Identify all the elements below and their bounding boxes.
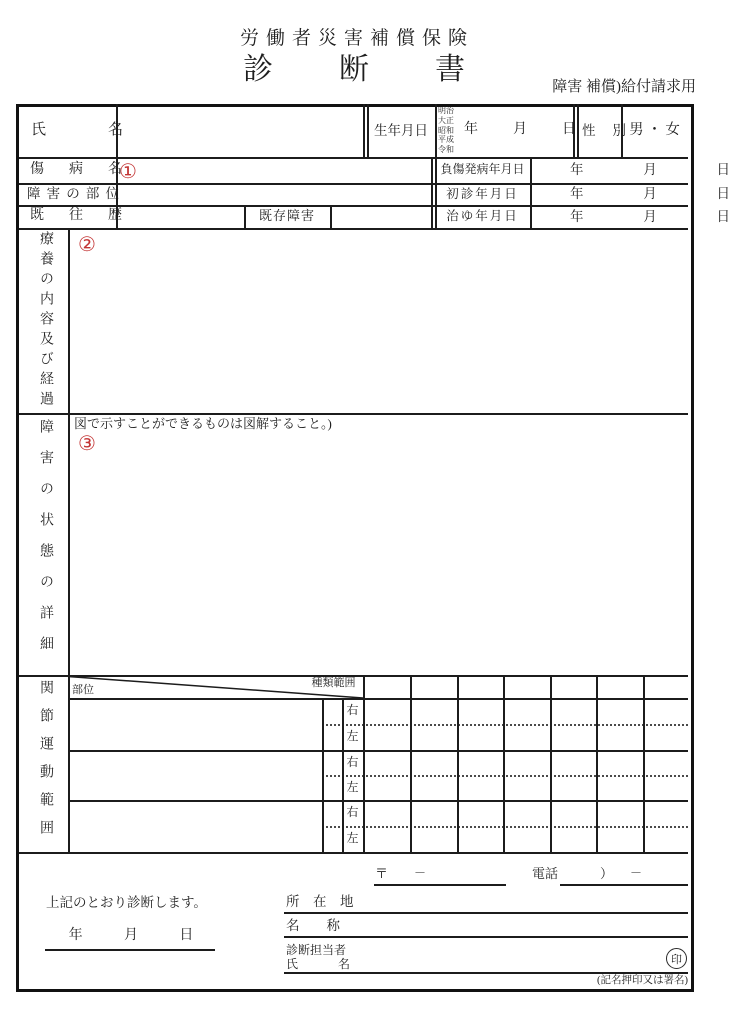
- circled-2-mark: ②: [78, 232, 96, 256]
- first-exam-ymd: [530, 183, 738, 205]
- grid-line: [596, 675, 598, 852]
- joint-section-label: 関節運動範囲: [38, 679, 53, 848]
- phone-label: 電話: [532, 866, 559, 881]
- month-unit: 月: [643, 208, 657, 224]
- postal-dash: －: [414, 866, 427, 880]
- grid-line: [550, 675, 552, 852]
- day-unit: 日: [716, 162, 730, 178]
- year-unit: 年: [570, 186, 584, 202]
- month-unit: 月: [643, 162, 657, 178]
- treatment-section-label: 療養の内容及び経過: [38, 230, 53, 411]
- postal-mark: 〒: [375, 866, 389, 881]
- seal-mark: 印: [666, 948, 687, 969]
- left-side-label: 左: [346, 779, 359, 794]
- year-unit: 年: [570, 162, 584, 178]
- left-side-label: 左: [346, 729, 359, 744]
- dotted-divider: [322, 775, 688, 777]
- month-unit: 月: [513, 122, 527, 138]
- form-title: 診 断 書: [243, 53, 467, 86]
- signature-note: (記名押印又は署名): [597, 975, 688, 986]
- left-side-label: 左: [346, 831, 359, 846]
- injury-date-label: 負傷発病年月日: [440, 162, 525, 177]
- disability-section-label: 障害の状態の詳細: [38, 418, 53, 667]
- era-showa: 昭和: [438, 125, 454, 135]
- era-list: [438, 106, 462, 155]
- year-unit: 年: [570, 208, 584, 224]
- usage-note: 障害 補償)給付請求用: [552, 79, 696, 95]
- existing-disability-label: 既存障害: [258, 208, 315, 224]
- history-label: 既 往 歴: [30, 208, 122, 224]
- sex-label: 性別: [582, 122, 626, 138]
- facility-name-label: 名 称: [286, 918, 340, 933]
- injury-date-ymd: [530, 157, 738, 183]
- grid-line: [435, 104, 437, 157]
- phone-paren: ）: [600, 866, 614, 881]
- phone-dash: －: [630, 866, 643, 880]
- day-unit: 日: [179, 927, 194, 943]
- history-label-cell: [22, 205, 130, 228]
- grid-line: [68, 750, 688, 752]
- grid-line: [68, 228, 70, 852]
- injury-name-label: 傷 病 名: [30, 161, 122, 177]
- month-unit: 月: [123, 927, 138, 943]
- injury-name-label-cell: [22, 157, 130, 183]
- era-heisei: 平成: [438, 135, 454, 145]
- doctor-label-line1: 診断担当者: [286, 943, 347, 957]
- joint-header-type: 種類範囲: [311, 677, 356, 689]
- grid-line: [457, 675, 459, 852]
- certify-statement: 上記のとおり診断します。: [46, 895, 207, 910]
- circled-3-mark: ③: [78, 431, 96, 455]
- month-unit: 月: [643, 186, 657, 202]
- address-underline: [284, 912, 688, 914]
- insurance-title: 労働者災害補償保険: [239, 28, 474, 49]
- name-label-cell: [22, 104, 132, 157]
- era-taisho: 大正: [438, 115, 454, 125]
- era-meiji: 明治: [438, 106, 454, 115]
- diagram-note: 図で示すことができるものは図解すること。): [74, 416, 332, 431]
- healed-ymd: [530, 205, 738, 228]
- certify-date-ymd: [48, 926, 214, 946]
- day-unit: 日: [562, 122, 576, 138]
- birthdate-label: 生年月日: [374, 122, 428, 138]
- joint-header-part: 部位: [72, 684, 94, 696]
- grid-line: [503, 675, 505, 852]
- grid-line: [68, 800, 688, 802]
- year-unit: 年: [68, 927, 83, 943]
- grid-line: [363, 104, 365, 157]
- grid-line: [19, 228, 688, 230]
- form-border: [16, 104, 694, 992]
- doctor-label-line2: 氏 名: [286, 957, 350, 971]
- certify-date-underline: [45, 949, 215, 951]
- right-side-label: 右: [346, 703, 359, 718]
- birthdate-ymd: [460, 104, 580, 157]
- year-unit: 年: [464, 122, 478, 138]
- dotted-divider: [322, 724, 688, 726]
- phone-underline: [560, 884, 688, 886]
- postal-underline: [374, 884, 506, 886]
- grid-line: [330, 205, 332, 228]
- address-label: 所 在 地: [286, 894, 354, 909]
- facility-name-underline: [284, 936, 688, 938]
- grid-line: [19, 852, 688, 854]
- name-label: 氏 名: [31, 121, 123, 138]
- grid-line: [322, 698, 324, 852]
- first-exam-date-label: 初診年月日: [446, 186, 519, 201]
- right-side-label: 右: [346, 754, 359, 769]
- grid-line: [410, 675, 412, 852]
- grid-line: [363, 675, 365, 852]
- dotted-divider: [322, 826, 688, 828]
- healed-date-label: 治ゆ年月日: [446, 209, 519, 224]
- right-side-label: 右: [346, 805, 359, 820]
- grid-line: [431, 157, 433, 228]
- disability-part-label: 障害の部位: [27, 186, 119, 202]
- day-unit: 日: [716, 186, 730, 202]
- grid-line: [643, 675, 645, 852]
- disability-part-label-cell: [22, 183, 124, 205]
- grid-line: [19, 413, 688, 415]
- era-reiwa: 令和: [438, 145, 454, 155]
- circled-1-mark: ①: [119, 159, 137, 183]
- sex-options: 男 ・ 女: [629, 122, 680, 139]
- day-unit: 日: [716, 208, 730, 224]
- doctor-name-underline: [284, 972, 688, 974]
